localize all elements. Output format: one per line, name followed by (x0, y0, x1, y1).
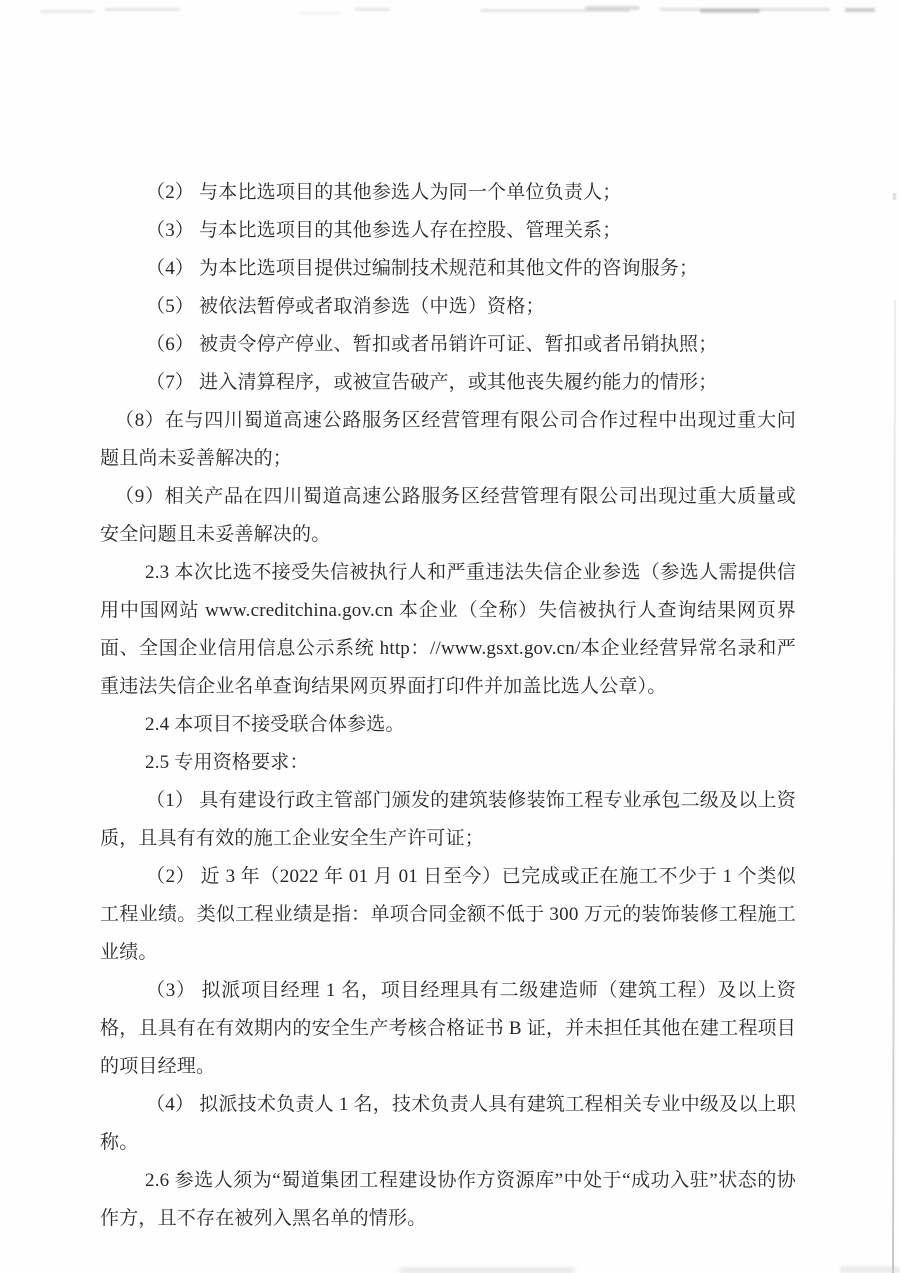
requirement-1: （1） 具有建设行政主管部门颁发的建筑装修装饰工程专业承包二级及以上资质，且具有有效的施工企业安全生产许可证； (100, 790, 796, 849)
scan-smudge (355, 8, 390, 11)
scan-smudge (40, 10, 95, 13)
document-body (100, 174, 796, 1238)
scan-speck (893, 193, 896, 200)
section-2-3: 2.3 本次比选不接受失信被执行人和严重违法失信企业参选（参选人需提供信用中国网站 www.creditchina.gov.cn 本企业（全称）失信被执行人查询结果网页界面、全国企业信用信息公示系统 http：//www.gsxt.gov.cn/本企业经营异常名录和严重违法失信企业名单查询结果网页界面打印件并加盖比选人公章）。 (100, 562, 796, 697)
clause-5: （5） 被依法暂停或者取消参选（中选）资格； (146, 296, 545, 317)
scan-smudge (400, 1268, 575, 1273)
section-2-6: 2.6 参选人须为“蜀道集团工程建设协作方资源库”中处于“成功入驻”状态的协作方，且不存在被列入黑名单的情形。 (100, 1170, 796, 1229)
scan-smudge (845, 8, 875, 12)
clause-9: （9）相关产品在四川蜀道高速公路服务区经营管理有限公司出现过重大质量或安全问题且未妥善解决的。 (100, 486, 796, 545)
requirement-2: （2） 近 3 年（2022 年 01 月 01 日至今）已完成或正在施工不少于 1 个类似工程业绩。类似工程业绩是指：单项合同金额不低于 300 万元的装饰装修工程施工业绩。 (100, 866, 796, 963)
section-2-5: 2.5 专用资格要求： (145, 752, 309, 773)
clause-4: （4） 为本比选项目提供过编制技术规范和其他文件的咨询服务； (146, 258, 699, 279)
scan-smudge (700, 9, 760, 13)
paper-edge-line (892, 300, 896, 1273)
clause-6: （6） 被责令停产停业、暂扣或者吊销许可证、暂扣或者吊销执照； (146, 334, 718, 355)
clause-7: （7） 进入清算程序，或被宣告破产，或其他丧失履约能力的情形； (146, 372, 718, 393)
clause-2: （2） 与本比选项目的其他参选人为同一个单位负责人； (146, 182, 622, 203)
section-2-4: 2.4 本项目不接受联合体参选。 (145, 714, 405, 735)
clause-8: （8）在与四川蜀道高速公路服务区经营管理有限公司合作过程中出现过重大问题且尚未妥善解决的； (100, 410, 796, 469)
scan-smudge (105, 8, 180, 11)
requirement-4: （4） 拟派技术负责人 1 名，技术负责人具有建筑工程相关专业中级及以上职称。 (100, 1094, 796, 1153)
scan-smudge (585, 6, 640, 10)
scan-smudge (300, 12, 340, 14)
clause-3: （3） 与本比选项目的其他参选人存在控股、管理关系； (146, 220, 622, 241)
requirement-3: （3） 拟派项目经理 1 名，项目经理具有二级建造师（建筑工程）及以上资格，且具有在有效期内的安全生产考核合格证书 B 证，并未担任其他在建工程项目的项目经理。 (100, 980, 796, 1077)
